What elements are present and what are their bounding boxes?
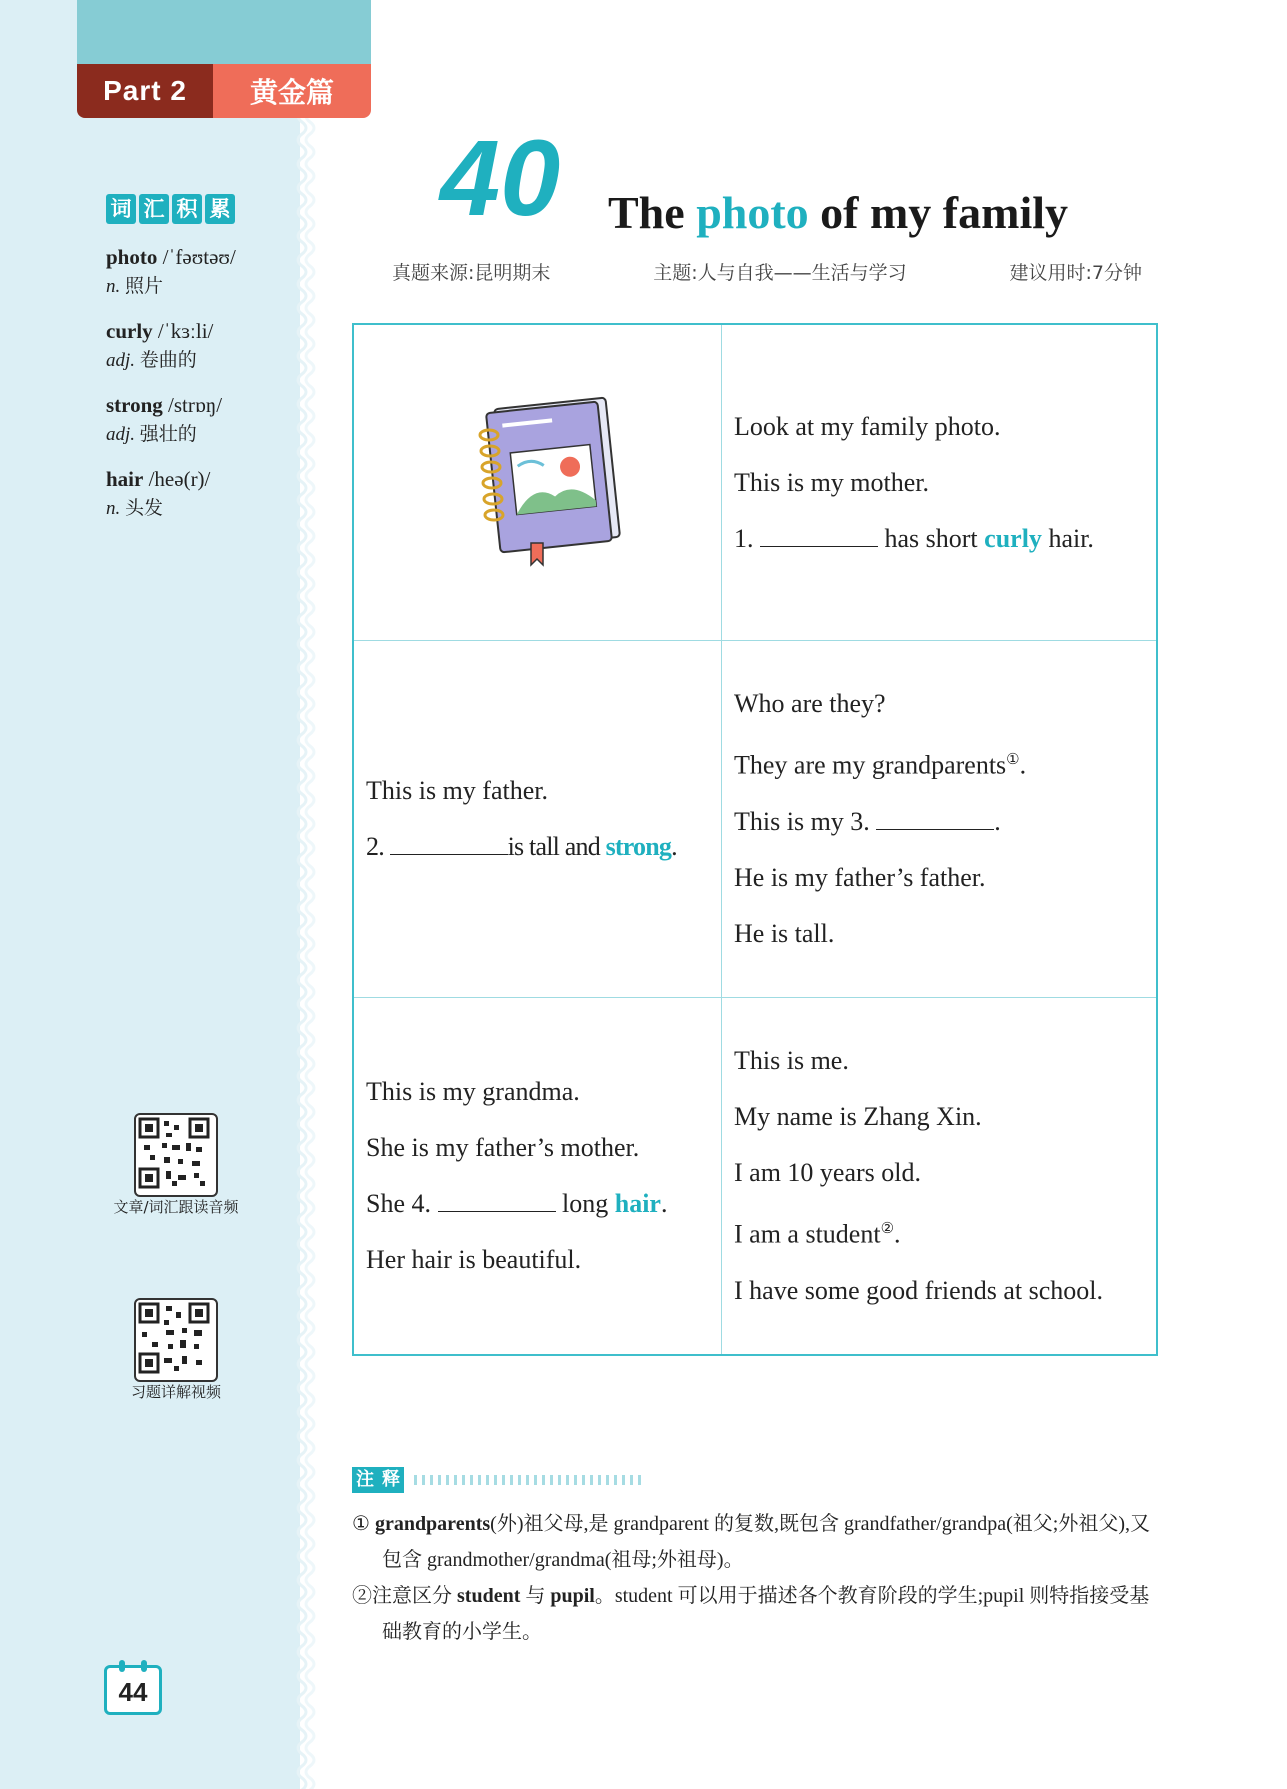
vocab-entry: [106, 464, 296, 524]
text-line: She is my father’s mother.: [366, 1133, 640, 1162]
text-line: Who are they?: [734, 689, 886, 719]
text-line: This is my father.: [366, 776, 548, 805]
vocab-pos: adj.: [106, 424, 136, 445]
vocab-phonetic: /heə(r)/: [143, 467, 211, 491]
note-1: [352, 1506, 1164, 1578]
notes-title-char: 释: [378, 1467, 404, 1493]
text-fragment: This is my 3.: [734, 806, 877, 836]
part-tab-top: [77, 0, 371, 64]
vocab-meaning: 强壮的: [135, 424, 197, 445]
blank-number: 2.: [366, 832, 390, 861]
text-fragment: .: [1019, 750, 1027, 780]
answer-blank-3[interactable]: [876, 805, 994, 830]
vocab-phonetic: /ˈfəʊtəʊ/: [157, 245, 236, 269]
vocab-meaning: 卷曲的: [135, 350, 197, 371]
text-line: [734, 1201, 1144, 1263]
text-line: [734, 794, 1144, 850]
text-fragment: .: [671, 832, 677, 861]
answer-blank-2[interactable]: [390, 830, 508, 855]
photo-album-icon: [453, 393, 623, 573]
time-text: 建议用时:7分钟: [1009, 262, 1142, 284]
notes-title-char: 注: [352, 1467, 378, 1493]
passage-cell-3: [722, 641, 1156, 998]
vocab-title-char: 汇: [139, 194, 169, 224]
text-line: I have some good friends at school.: [734, 1275, 1103, 1305]
vocab-word: curly: [106, 319, 153, 343]
text-fragment: She 4.: [366, 1189, 438, 1218]
vocab-list: [106, 242, 296, 538]
note-term: grandparents: [374, 1513, 491, 1535]
title-post: of my family: [808, 187, 1069, 238]
text-line: This is my mother.: [734, 467, 929, 497]
text-fragment: I am a student: [734, 1219, 881, 1249]
note-mark: ②: [352, 1585, 372, 1607]
note-term: pupil: [550, 1585, 595, 1607]
qr-label-audio: 文章/词汇跟读音频: [113, 1198, 239, 1216]
text-fragment: .: [660, 1189, 668, 1218]
text-line: My name is Zhang Xin.: [734, 1102, 982, 1132]
theme-text: 主题:人与自我——生活与学习: [653, 262, 907, 284]
passage-cell-5: [722, 998, 1156, 1354]
note-mark: ①: [352, 1513, 375, 1535]
vocab-meaning: 头发: [120, 498, 164, 519]
text-fragment: .: [994, 806, 1001, 836]
vocab-entry: [106, 390, 296, 450]
vocab-word: photo: [106, 245, 158, 269]
vocab-phonetic: /strɒŋ/: [162, 393, 223, 417]
passage-grid: [352, 323, 1158, 1356]
vocab-pos: adj.: [106, 350, 136, 371]
part-label: Part 2: [77, 64, 213, 118]
note-text: 注意区分: [372, 1585, 457, 1607]
text-fragment: has short: [878, 523, 985, 553]
vocab-word: strong: [106, 393, 163, 417]
passage-cell-2: [354, 641, 722, 998]
photo-album-cell: [354, 325, 722, 641]
lesson-meta: [392, 258, 1142, 285]
highlight-word: curly: [984, 523, 1042, 553]
title-pre: The: [608, 187, 697, 238]
text-line: [366, 819, 709, 875]
text-line: This is my grandma.: [366, 1077, 580, 1106]
highlight-word: hair: [614, 1189, 661, 1218]
qr-code-audio[interactable]: [134, 1113, 218, 1197]
wavy-border: [292, 110, 322, 1789]
footnote-mark: ②: [880, 1221, 895, 1238]
notes-title: [352, 1467, 644, 1493]
vocab-title-char: 积: [172, 194, 202, 224]
qr-code-video[interactable]: [134, 1298, 218, 1382]
text-line: Look at my family photo.: [734, 411, 1001, 441]
notes-divider: [414, 1475, 644, 1485]
qr-pattern-icon: [136, 1115, 212, 1191]
lesson-title: [608, 186, 1068, 239]
vocab-phonetic: /ˈkɜːli/: [152, 319, 214, 343]
note-text: (外)祖父母,是 grandparent 的复数,既包含 grandfather/grandpa(祖父;外祖父),又包含 grandmother/grandma(祖母;外祖母)。: [382, 1513, 1150, 1571]
footnote-mark: ①: [1006, 752, 1020, 769]
text-fragment: long: [555, 1189, 615, 1218]
title-highlight: photo: [696, 187, 809, 238]
blank-number: 1.: [734, 523, 760, 553]
note-2: [352, 1578, 1164, 1650]
source-text: 真题来源:昆明期末: [392, 262, 551, 284]
text-line: [734, 511, 1144, 567]
text-fragment: They are my grandparents: [734, 750, 1007, 780]
text-line: [734, 732, 1144, 794]
note-term: student: [457, 1585, 521, 1607]
answer-blank-4[interactable]: [438, 1187, 556, 1212]
lesson-number: 40: [440, 117, 561, 238]
vocab-pos: n.: [106, 276, 121, 297]
text-line: This is me.: [734, 1046, 849, 1076]
note-text: 。student 可以用于描述各个教育阶段的学生;pupil 则特指接受基础教育的小学生。: [382, 1585, 1150, 1643]
part-name: 黄金篇: [213, 64, 371, 118]
vocab-word: hair: [106, 467, 144, 491]
answer-blank-1[interactable]: [760, 522, 878, 547]
vocab-pos: n.: [106, 498, 121, 519]
vocab-title-char: 累: [205, 194, 235, 224]
vocab-meaning: 照片: [120, 276, 164, 297]
highlight-word: strong: [605, 832, 672, 861]
qr-label-video: 习题详解视频: [130, 1383, 221, 1401]
text-line: [366, 1176, 709, 1232]
text-line: Her hair is beautiful.: [366, 1245, 582, 1274]
note-text: 与: [520, 1585, 551, 1607]
vocab-entry: [106, 242, 296, 302]
text-line: I am 10 years old.: [734, 1158, 922, 1188]
passage-cell-1: [722, 325, 1156, 641]
vocab-title-char: 词: [106, 194, 136, 224]
qr-pattern-icon: [136, 1300, 212, 1376]
text-line: He is my father’s father.: [734, 862, 986, 892]
passage-cell-4: [354, 998, 722, 1354]
notes: [352, 1506, 1164, 1650]
text-fragment: .: [894, 1219, 901, 1249]
vocab-entry: [106, 316, 296, 376]
page-number: 44: [104, 1665, 162, 1715]
text-line: He is tall.: [734, 918, 835, 948]
vocab-title: [106, 194, 235, 224]
text-fragment: is tall and: [507, 832, 606, 861]
part-tab: [77, 64, 371, 118]
text-fragment: hair.: [1041, 523, 1094, 553]
